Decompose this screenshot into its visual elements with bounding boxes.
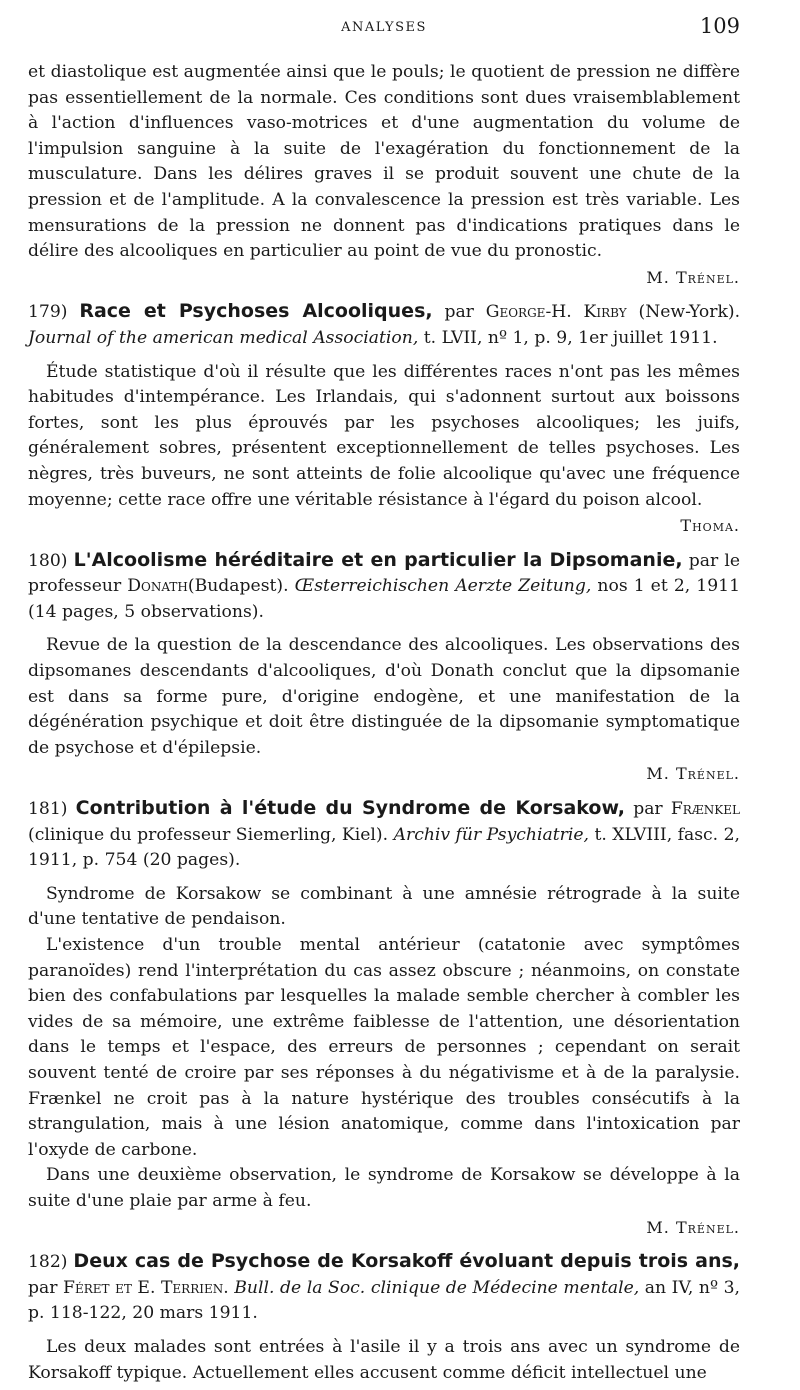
entry-byline: par le professeur [28, 550, 740, 597]
entry-number: 179) [28, 302, 68, 323]
page-header [28, 0, 740, 60]
entry-179 [28, 299, 740, 538]
entry-byline: par [633, 799, 663, 820]
entry-heading [28, 1249, 740, 1327]
entry-heading [28, 548, 740, 626]
page-number: 109 [699, 14, 740, 38]
entry-location: (New-York). [638, 302, 741, 323]
entry-journal: Œsterreichischen Aerzte Zeitung, [294, 576, 592, 597]
entry-signature: Thoma. [680, 516, 740, 536]
entry-author: Frænkel [670, 799, 740, 820]
page [28, 0, 740, 1386]
entry-181 [28, 796, 740, 1240]
entry-author: Donath [127, 576, 188, 597]
entry-title: L'Alcoolisme héréditaire et en particulier la Dipsomanie, [73, 548, 683, 571]
intro-signature: M. Trénel. [646, 267, 740, 287]
entry-journal: Archiv für Psychiatrie, [393, 824, 589, 845]
entry-paragraph: Dans une deuxième observation, le syndrome de Korsakow se développe à la suite d'une plaie par arme à feu. [28, 1165, 740, 1211]
entry-title: Race et Psychoses Alcooliques, [79, 300, 433, 323]
entry-signature: M. Trénel. [646, 1217, 740, 1237]
entry-signature: M. Trénel. [646, 764, 740, 784]
entry-paragraph: Syndrome de Korsakow se combinant à une amnésie rétrograde à la suite d'une tentative de pendaison. [28, 883, 740, 930]
entry-journal: Journal of the american medical Association, [28, 327, 419, 348]
entry-paragraph: Revue de la question de la descendance des alcooliques. Les observations des dipsomanes descendants d'alcooliques, d'où Donath conclut que la dipsomanie est dans sa forme pure, d'origine endogène, et une manifestation de la dégénération psychique et doit être distinguée de la dipsomanie symptomatique de psychose et d'épilepsie. [28, 635, 740, 758]
entry-number: 180) [28, 550, 68, 571]
entry-title: Contribution à l'étude du Syndrome de Korsakow, [75, 797, 626, 820]
entry-heading [28, 299, 740, 351]
entry-journal: Bull. de la Soc. clinique de Médecine mentale, [234, 1277, 640, 1298]
entry-details: t. XLVIII, fasc. 2, 1911, p. 754 (20 pages). [28, 824, 740, 871]
entry-paragraph: Étude statistique d'où il résulte que les différentes races n'ont pas les mêmes habitudes d'intempérance. Les Irlandais, qui s'adonnent surtout aux boissons fortes, sont les plus éprouvés par les psychoses alcooliques; les juifs, généralement sobres, présentent exceptionnellement de telles psychoses. Les nègres, très buveurs, ne sont atteints de folie alcoolique qu'avec une fréquence moyenne; cette race offre une véritable résistance à l'égard du poison alcool. [28, 361, 740, 510]
entry-number: 181) [28, 799, 68, 820]
entry-details: t. LVII, nº 1, p. 9, 1er juillet 1911. [423, 327, 718, 348]
entry-byline: par [444, 302, 474, 323]
entry-location: (Budapest). [187, 576, 289, 597]
entry-details: an IV, nº 3, p. 118-122, 20 mars 1911. [28, 1277, 740, 1324]
intro-paragraph: et diastolique est augmentée ainsi que le pouls; le quotient de pression ne diffère pas essentiellement de la normale. Ces conditions sont dues vraisemblablement à l'action d'influences vaso-motrices et d'une augmentation du volume de l'impulsion sanguine à la suite de l'exagération du fonctionnement de la musculature. Dans les délires graves il se produit souvent une chute de la pression et de l'amplitude. A la convalescence la pression est très variable. Les mensurations de la pression ne donnent pas d'indications pratiques dans le délire des alcooliques en particulier au point de vue du pronostic. [28, 62, 740, 262]
entry-details: nos 1 et 2, 1911 (14 pages, 5 observations). [28, 576, 741, 622]
entry-180 [28, 548, 740, 787]
entry-title: Deux cas de Psychose de Korsakoff évoluant depuis trois ans, [73, 1250, 740, 1273]
entry-author: Féret et E. Terrien. [63, 1277, 229, 1298]
entry-author: George-H. Kirby [485, 302, 627, 323]
entry-number: 182) [28, 1252, 68, 1273]
entry-heading [28, 796, 740, 874]
entry-location: (clinique du professeur Siemerling, Kiel). [28, 824, 389, 845]
entry-paragraph: Les deux malades sont entrées à l'asile il y a trois ans avec un syndrome de Korsakoff typique. Actuellement elles accusent comme déficit intellectuel une [28, 1336, 740, 1383]
entry-182 [28, 1249, 740, 1386]
running-title: ANALYSES [341, 20, 427, 35]
entry-byline: par [28, 1277, 58, 1298]
entry-paragraph: L'existence d'un trouble mental antérieur (catatonie avec symptômes paranoïdes) rend l'interprétation du cas assez obscure ; néanmoins, on constate bien des confabulations par lesquelles la malade semble chercher à combler les vides de sa mémoire, une extrême faiblesse de l'attention, une désorientation dans le temps et l'espace, des erreurs de personnes ; cependant on serait souvent tenté de croire par ses réponses à du négativisme et à de la paralysie. Frænkel ne croit pas à la nature hystérique des troubles consécutifs à la strangulation, mais à une lésion anatomique, comme dans l'intoxication par l'oxyde de carbone. [28, 935, 740, 1160]
